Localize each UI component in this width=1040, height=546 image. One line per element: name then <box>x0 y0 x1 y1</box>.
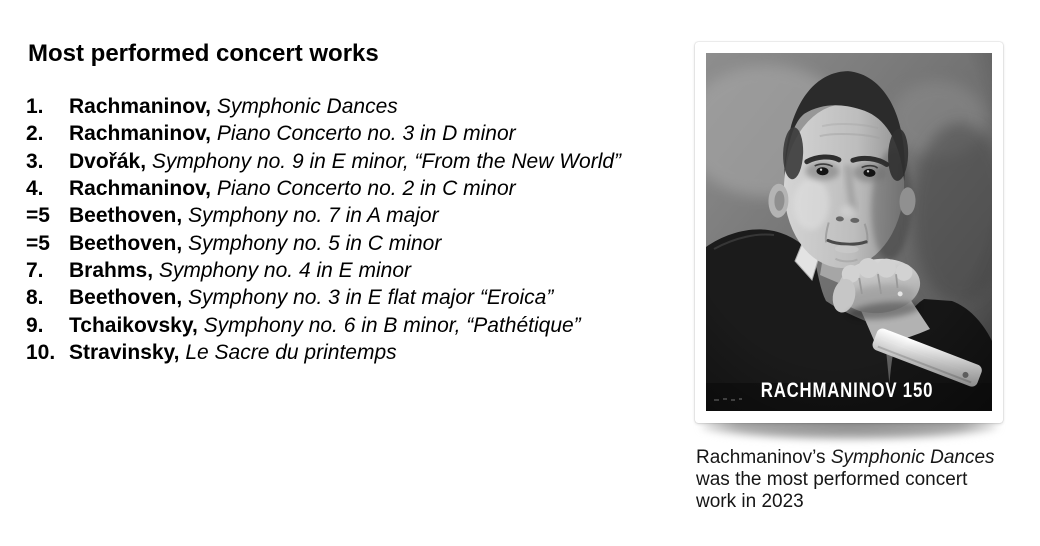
separator: , <box>176 286 189 310</box>
list-item <box>26 312 621 339</box>
list-item <box>26 339 621 366</box>
separator: , <box>205 122 217 146</box>
separator: , <box>205 95 217 118</box>
rachmaninov-portrait <box>706 53 992 411</box>
rank-label: 3. <box>26 149 44 173</box>
work-title: Symphony no. 3 in E flat major “Eroica” <box>188 286 554 310</box>
work-title: Symphonic Dances <box>216 95 398 118</box>
works-list <box>26 93 621 366</box>
separator: , <box>205 177 217 201</box>
composer-name: Beethoven <box>69 286 177 310</box>
work-title: Symphony no. 4 in E minor <box>158 259 411 283</box>
rank-label: 2. <box>26 122 44 146</box>
separator: , <box>140 149 152 173</box>
separator: , <box>191 313 204 337</box>
rank-label: 8. <box>26 286 44 310</box>
photo-card <box>695 42 1003 423</box>
separator: , <box>173 341 186 365</box>
photo-overlay <box>761 379 933 402</box>
composer-name: Beethoven <box>69 231 177 255</box>
composer-name: Rachmaninov <box>69 177 206 201</box>
rank-label: =5 <box>26 231 50 255</box>
composer-name: Tchaikovsky <box>69 313 192 337</box>
separator: , <box>176 204 189 228</box>
composer-name: Brahms <box>69 259 148 283</box>
rank-label: 10. <box>26 341 56 365</box>
work-title: Symphony no. 6 in B minor, “Pathétique” <box>203 313 581 337</box>
photo-overlay-text: RACHMANINOV 150 <box>760 379 934 403</box>
list-item <box>26 120 621 147</box>
composer-name: Stravinsky <box>69 341 174 365</box>
caption-suffix: was the most performed concert work in 2023 <box>696 468 968 512</box>
list-item <box>26 175 621 202</box>
list-item <box>26 202 621 229</box>
separator: , <box>176 231 189 255</box>
rank-label: 9. <box>26 313 44 337</box>
work-title: Le Sacre du printemps <box>185 341 397 365</box>
list-item <box>26 284 621 311</box>
composer-name: Dvořák <box>69 149 141 173</box>
composer-name: Beethoven <box>69 204 177 228</box>
work-title: Symphony no. 7 in A major <box>188 204 439 228</box>
caption-prefix: Rachmaninov’s <box>696 447 831 468</box>
list-item <box>26 93 621 120</box>
page-title: Most performed concert works <box>28 40 379 67</box>
work-title: Piano Concerto no. 3 in D minor <box>216 122 516 146</box>
caption-work-title: Symphonic Dances <box>830 447 995 468</box>
work-title: Symphony no. 9 in E minor, “From the New World” <box>151 149 622 173</box>
composer-name: Rachmaninov <box>69 122 206 146</box>
rank-label: =5 <box>26 204 50 228</box>
rank-label: 4. <box>26 177 44 201</box>
list-item <box>26 230 621 257</box>
photo-caption <box>696 447 1000 512</box>
list-item <box>26 257 621 284</box>
separator: , <box>147 259 159 283</box>
work-title: Piano Concerto no. 2 in C minor <box>216 177 516 201</box>
rank-label: 1. <box>26 95 44 118</box>
composer-name: Rachmaninov <box>69 95 206 118</box>
list-item <box>26 148 621 175</box>
work-title: Symphony no. 5 in C minor <box>188 231 442 255</box>
rank-label: 7. <box>26 259 44 283</box>
